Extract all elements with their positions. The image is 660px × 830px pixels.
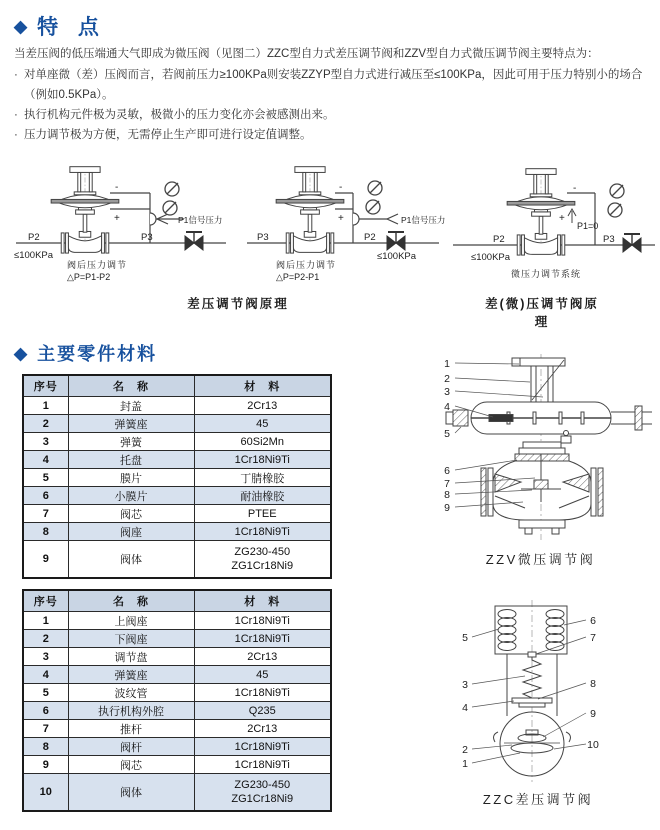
parts-table-1 [22,374,332,579]
label-signal: P1信号压力 [401,215,445,225]
callout-number: 5 [444,428,450,440]
zzc-caption: ZZC差压调节阀 [482,792,594,807]
label-p-out: P3 [141,232,153,243]
callout-number: 1 [462,758,468,770]
cell-name: 弹簧座 [68,666,194,684]
cell-material: 1Cr18Ni9Ti [194,612,331,630]
label-p-in: P3 [257,232,269,243]
label-minus: - [339,182,343,193]
cell-name: 封盖 [68,397,194,415]
features-intro: 当差压阀的低压端通大气即成为微压阀（见图二）ZZC型自力式差压调节阀和ZZV型自力式微压调节阀主要特点为： [14,48,599,60]
cell-name: 波纹管 [68,684,194,702]
label-p-out: P3 [603,234,615,245]
material-line-1: ZG230-450 [234,779,291,791]
callout-number: 3 [462,679,468,691]
bullet-text: 对单座微（差）压阀而言，若阀前压力≥100KPa则安装ZZYP型自力式进行减压至≤100KPa，因此可用于压力特别小的场合（例如0.5KPa）。 [24,69,643,101]
cell-no: 1 [23,397,68,415]
table-row [23,505,331,523]
cell-name: 托盘 [68,451,194,469]
principle-diagram-1 [10,163,238,295]
material-line-2: ZG1Cr18Ni9 [231,793,294,805]
cell-name: 推杆 [68,720,194,738]
col-header-name: 名 称 [68,375,194,397]
cell-no: 8 [23,523,68,541]
material-line-1: ZG230-450 [234,546,291,558]
cell-no: 6 [23,702,68,720]
table-row [23,433,331,451]
label-minus: - [115,182,119,193]
col-header-no: 序号 [23,375,68,397]
cell-material: 耐油橡胶 [194,487,331,505]
cell-material: Q235 [194,702,331,720]
pressure-gauge-icon [165,182,179,196]
cell-material: 2Cr13 [194,720,331,738]
table-row [23,702,331,720]
diagram-formula: △P=P1-P2 [67,272,111,282]
diagram-caption: 阀后压力调节 [276,260,337,270]
diagram-formula: △P=P2-P1 [276,272,320,282]
callout-number: 2 [462,744,468,756]
table-row [23,720,331,738]
cell-no: 6 [23,487,68,505]
callout-number: 8 [444,489,450,501]
table-row [23,774,331,812]
cell-material: 1Cr18Ni9Ti [194,738,331,756]
pressure-gauge-icon [608,203,622,217]
table-row [23,541,331,579]
cell-material: 45 [194,415,331,433]
hand-valve-icon [623,234,641,252]
hand-valve-icon [387,232,405,250]
materials-title: 主要零件材料 [37,344,158,364]
cell-material: PTEE [194,505,331,523]
cell-no: 4 [23,666,68,684]
cell-material [194,774,331,812]
feature-bullet [14,125,650,145]
materials-heading [14,340,157,366]
zzc-valve-drawing [440,596,658,788]
pressure-gauge-icon [163,201,177,215]
cell-name: 弹簧座 [68,415,194,433]
cell-material: 1Cr18Ni9Ti [194,756,331,774]
label-plus: + [114,213,120,224]
callout-number: 6 [444,465,450,477]
callout-number: 7 [444,478,450,490]
table-row [23,451,331,469]
label-limit: ≤100KPa [377,251,417,262]
callout-number: 4 [444,401,450,413]
cell-no: 5 [23,469,68,487]
cell-name: 小膜片 [68,487,194,505]
callout-number: 10 [587,739,599,751]
cell-material: 1Cr18Ni9Ti [194,630,331,648]
col-header-no: 序号 [23,590,68,612]
table-row [23,684,331,702]
cell-name: 阀杆 [68,738,194,756]
cell-name: 调节盘 [68,648,194,666]
label-limit: ≤100KPa [471,252,511,263]
label-p-out: P2 [364,232,376,243]
cell-no: 1 [23,612,68,630]
table-row [23,738,331,756]
pressure-gauge-icon [610,184,624,198]
cell-material: 1Cr18Ni9Ti [194,523,331,541]
label-p-in: P2 [493,234,505,245]
col-header-material: 材 料 [194,590,331,612]
features-heading [14,11,106,41]
parts-table-2 [22,589,332,812]
label-plus: + [338,213,344,224]
hand-valve-icon [185,232,203,250]
cell-name: 阀芯 [68,505,194,523]
cell-name: 下阀座 [68,630,194,648]
cell-material: 2Cr13 [194,397,331,415]
pressure-gauge-icon [368,181,382,195]
callout-number: 5 [462,632,468,644]
table-row [23,630,331,648]
label-signal: P1信号压力 [178,215,223,225]
table-row [23,523,331,541]
callout-number: 2 [444,373,450,385]
cell-name: 膜片 [68,469,194,487]
table-header-row [23,590,331,612]
cell-name: 阀体 [68,774,194,812]
label-plus: + [559,213,565,224]
bullet-text: 压力调节极为方便，无需停止生产即可进行设定值调整。 [24,129,312,141]
features-text [14,44,650,145]
cell-name: 上阀座 [68,612,194,630]
feature-bullet [14,65,650,105]
principle-diagram-2 [243,163,445,295]
material-line-2: ZG1Cr18Ni9 [231,560,294,572]
table-row [23,648,331,666]
diagram-caption: 阀后压力调节 [67,260,128,270]
cell-name: 阀芯 [68,756,194,774]
cell-material: 2Cr13 [194,648,331,666]
col-header-material: 材 料 [194,375,331,397]
cell-material: 丁腈橡胶 [194,469,331,487]
table-row [23,397,331,415]
cell-material: 45 [194,666,331,684]
cell-name: 弹簧 [68,433,194,451]
diagram-caption: 微压力调节系统 [511,269,582,279]
cell-no: 4 [23,451,68,469]
callout-number: 4 [462,702,468,714]
bullet-mark: · [14,109,18,121]
bullet-mark: · [14,69,18,81]
table-header-row [23,375,331,397]
cell-no: 10 [23,774,68,812]
callout-number: 8 [590,678,596,690]
label-limit: ≤100KPa [14,250,54,261]
features-title: 特 点 [37,16,106,39]
pressure-gauge-icon [366,200,380,214]
label-p-in: P2 [28,232,40,243]
table-row [23,666,331,684]
zzv-valve-drawing [433,350,660,548]
feature-bullet [14,105,650,125]
cell-material: 1Cr18Ni9Ti [194,684,331,702]
cell-no: 9 [23,756,68,774]
table-row [23,487,331,505]
table-row [23,612,331,630]
callout-number: 9 [444,502,450,514]
right-group-caption: 差(微)压调节阀原理 [485,297,599,329]
bullet-mark: · [14,129,18,141]
cell-name: 阀体 [68,541,194,579]
cell-name: 阀座 [68,523,194,541]
left-group-caption: 差压调节阀原理 [187,297,289,311]
cell-no: 5 [23,684,68,702]
cell-no: 3 [23,433,68,451]
principle-diagram-3 [435,163,660,301]
cell-material [194,541,331,579]
cell-material: 1Cr18Ni9Ti [194,451,331,469]
callout-number: 6 [590,615,596,627]
cell-no: 3 [23,648,68,666]
table-row [23,756,331,774]
diamond-icon: ◆ [14,16,28,36]
table-row [23,469,331,487]
cell-no: 9 [23,541,68,579]
diamond-icon: ◆ [14,343,28,363]
table-row [23,415,331,433]
callout-number: 9 [590,708,596,720]
label-minus: - [573,183,577,194]
bullet-text: 执行机构元件极为灵敏，极微小的压力变化亦会被感测出来。 [24,109,335,121]
callout-number: 1 [444,358,450,370]
cell-no: 7 [23,720,68,738]
cell-no: 2 [23,415,68,433]
callout-number: 3 [444,386,450,398]
zzv-caption: ZZV微压调节阀 [485,552,596,567]
col-header-name: 名 称 [68,590,194,612]
cell-no: 7 [23,505,68,523]
cell-name: 执行机构外腔 [68,702,194,720]
cell-no: 8 [23,738,68,756]
cell-material: 60Si2Mn [194,433,331,451]
callout-number: 7 [590,632,596,644]
label-p1: P1=0 [577,221,599,231]
cell-no: 2 [23,630,68,648]
